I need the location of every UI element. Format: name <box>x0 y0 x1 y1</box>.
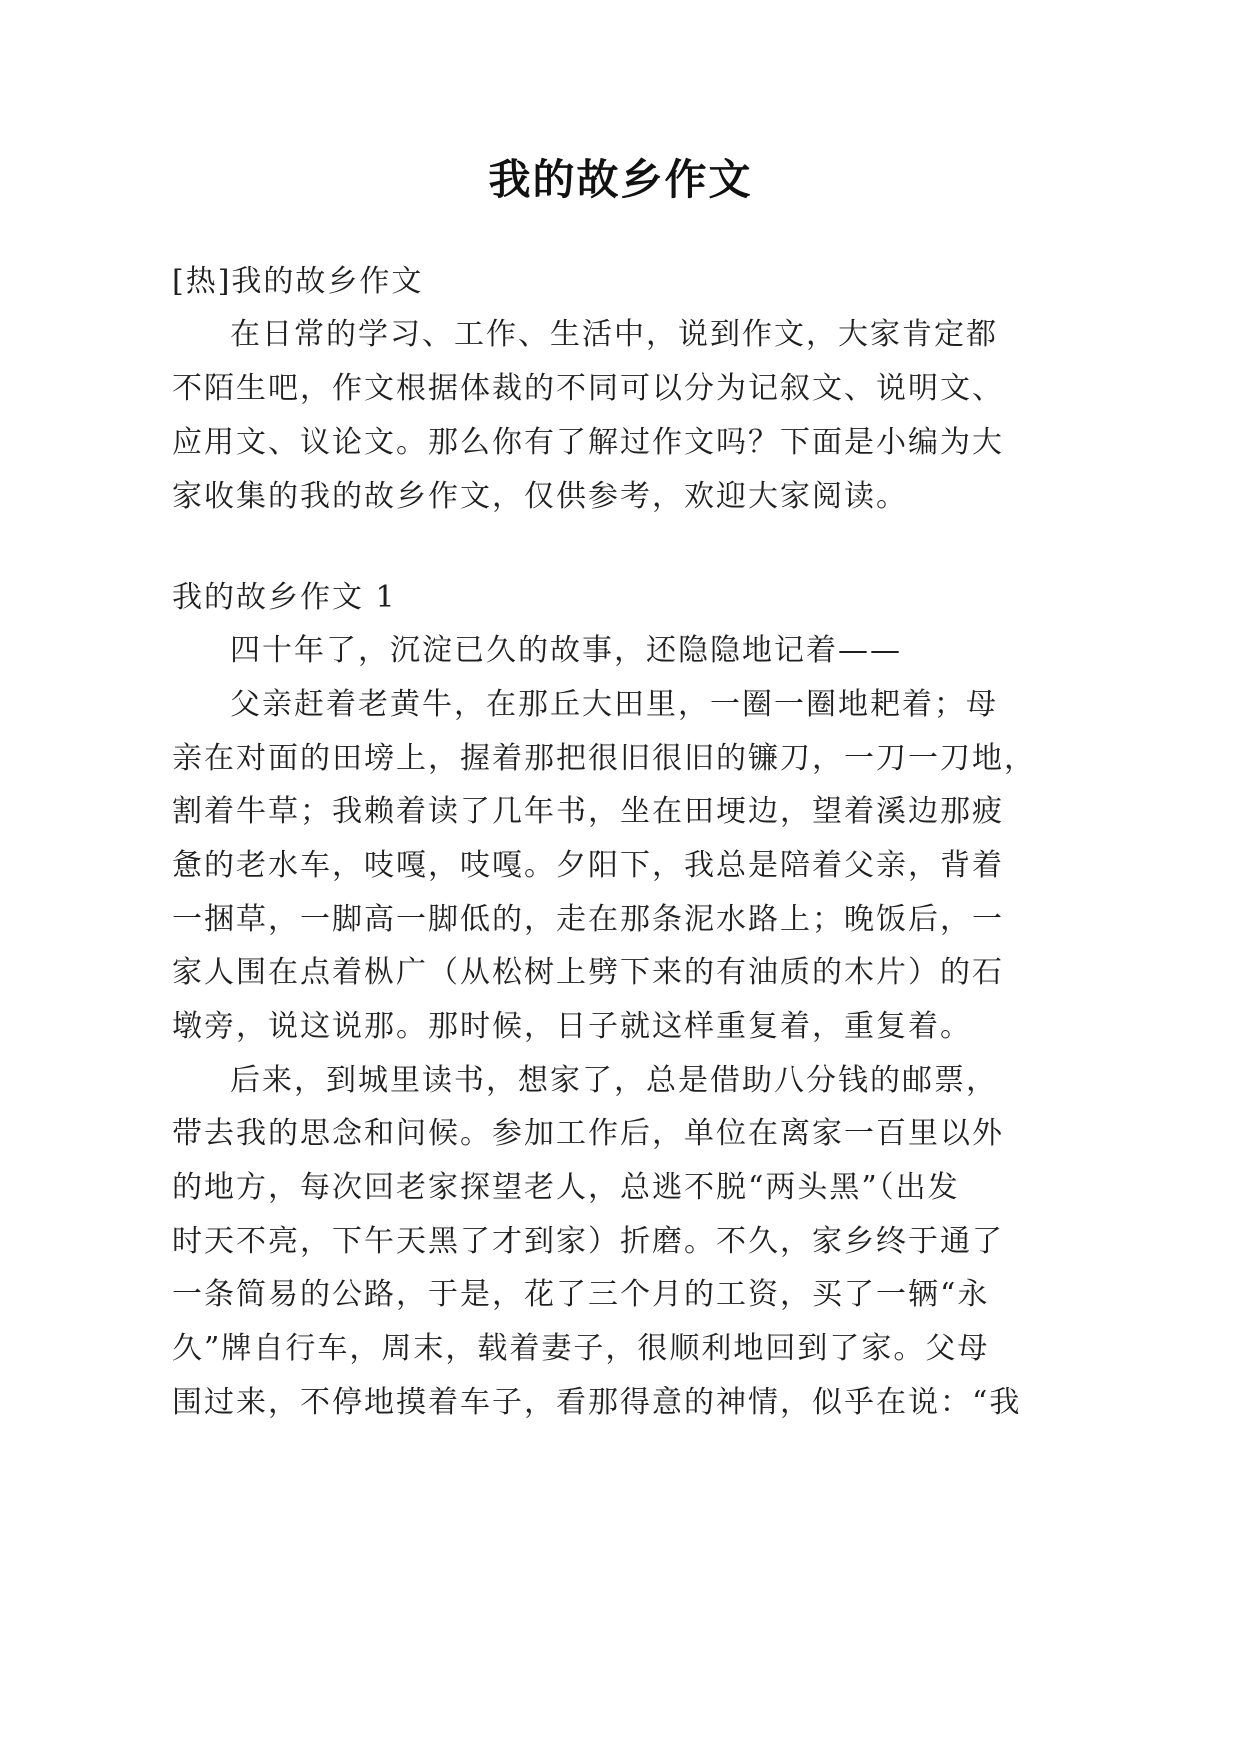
paragraph-line: 的地方，每次回老家探望老人，总逃不脱“两头黑”（出发 <box>172 1170 960 1205</box>
paragraph-line: 割着牛草；我赖着读了几年书，坐在田埂边，望着溪边那疲 <box>172 794 1004 829</box>
paragraph-line: 围过来，不停地摸着车子，看那得意的神情，似乎在说：“我 <box>172 1385 1022 1420</box>
document-title: 我的故乡作文 <box>488 155 753 204</box>
intro-line: 应用文、议论文。那么你有了解过作文吗？下面是小编为大 <box>172 425 1004 460</box>
paragraph-line: 一条简易的公路，于是，花了三个月的工资，买了一辆“永 <box>172 1277 990 1312</box>
paragraph-line: 一捆草，一脚高一脚低的，走在那条泥水路上；晚饭后，一 <box>172 902 1004 937</box>
section-heading: 我的故乡作文 1 <box>172 580 397 615</box>
paragraph-line: 四十年了，沉淀已久的故事，还隐隐地记着—— <box>230 633 902 668</box>
paragraph-line: 后来，到城里读书，想家了，总是借助八分钱的邮票， <box>230 1063 998 1098</box>
paragraph-line: 亲在对面的田塝上，握着那把很旧很旧的镰刀，一刀一刀地， <box>172 741 1036 776</box>
paragraph-line: 惫的老水车，吱嘎，吱嘎。夕阳下，我总是陪着父亲，背着 <box>172 848 1004 883</box>
subheading: [热]我的故乡作文 <box>172 264 424 299</box>
paragraph-line: 时天不亮，下午天黑了才到家）折磨。不久，家乡终于通了 <box>172 1224 1004 1259</box>
paragraph-line: 久”牌自行车，周末，载着妻子，很顺利地回到了家。父母 <box>172 1331 990 1366</box>
paragraph-line: 墩旁，说这说那。那时候，日子就这样重复着，重复着。 <box>172 1009 972 1044</box>
paragraph-line: 父亲赶着老黄牛，在那丘大田里，一圈一圈地耙着；母 <box>230 687 998 722</box>
intro-line: 家收集的我的故乡作文，仅供参考，欢迎大家阅读。 <box>172 479 908 514</box>
paragraph-line: 家人围在点着枞广（从松树上劈下来的有油质的木片）的石 <box>172 955 1004 990</box>
paragraph-line: 带去我的思念和问候。参加工作后，单位在离家一百里以外 <box>172 1116 1004 1151</box>
intro-line: 不陌生吧，作文根据体裁的不同可以分为记叙文、说明文、 <box>172 371 1004 406</box>
intro-line: 在日常的学习、工作、生活中，说到作文，大家肯定都 <box>230 317 998 352</box>
